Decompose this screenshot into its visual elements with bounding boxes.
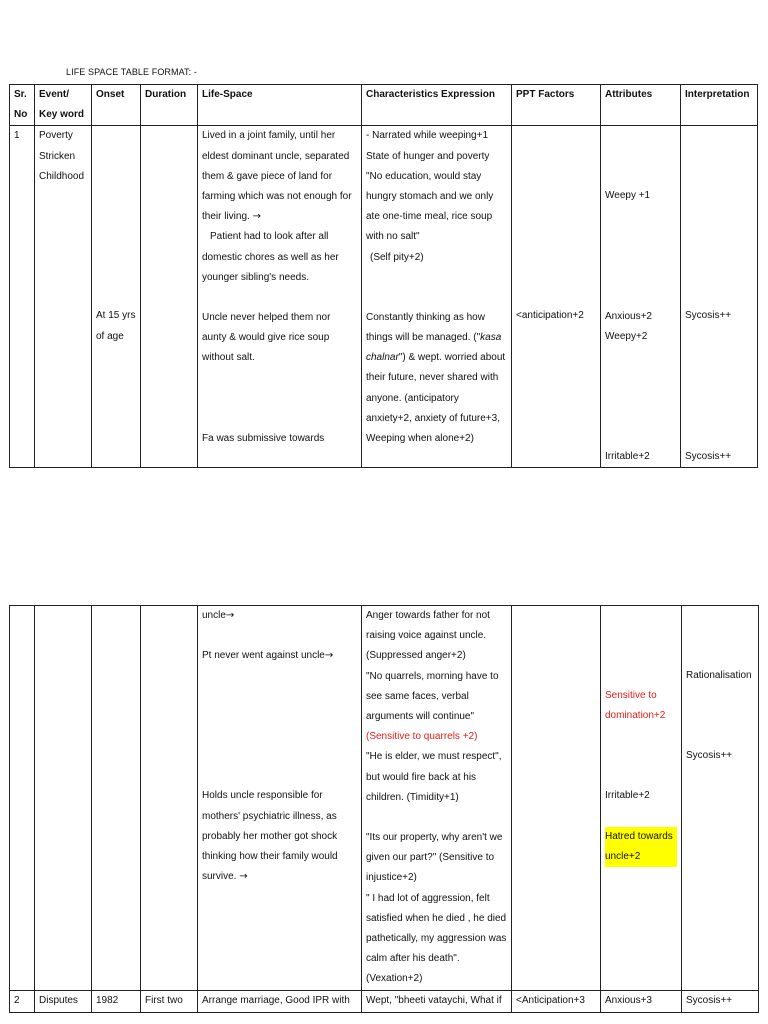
cell-onset [92, 606, 141, 991]
header-life-space: Life-Space [198, 85, 362, 126]
cell-event [35, 606, 92, 991]
cell-characteristics: Wept, "bheeti vataychi, What if [362, 990, 512, 1012]
table-row [10, 126, 758, 468]
cell-sr [10, 606, 35, 991]
attribute-highlight: Hatred towards uncle+2 [605, 827, 677, 867]
onset-text: At 15 yrs of age [96, 310, 136, 342]
char-para: - Narrated while weeping+1 [366, 130, 489, 142]
header-row [10, 85, 758, 126]
header-attributes: Attributes [601, 85, 681, 126]
life-space-para: Pt never went against uncle→ [202, 650, 334, 662]
cell-onset: 1982 [92, 990, 141, 1012]
cell-interpretation: Sycosis++ [682, 990, 759, 1012]
header-characteristics: Characteristics Expression [362, 85, 512, 126]
cell-duration [141, 606, 198, 991]
attribute-item: Sensitive to domination+2 [605, 690, 666, 722]
attribute-item: Weepy +1 [605, 190, 651, 202]
right-arrow-icon: → [324, 650, 334, 662]
cell-ppt [512, 606, 601, 991]
cell-interpretation [682, 606, 759, 991]
cell-event: Disputes [35, 990, 92, 1012]
cell-attributes: Anxious+3 [601, 990, 682, 1012]
event-text: Poverty Stricken Childhood [39, 130, 85, 182]
row-number: 1 [14, 130, 20, 142]
cell-sr: 2 [10, 990, 35, 1012]
life-space-para: Holds uncle responsible for mothers' psychiatric illness, as probably her mother got shock thinking how their family would survive. → [202, 790, 338, 883]
table-row [10, 990, 759, 1012]
life-space-table-continued [9, 605, 759, 1013]
cell-life-space [198, 606, 362, 991]
right-arrow-icon: → [225, 610, 235, 621]
italic-phrase: kasa chalnar [366, 332, 502, 364]
char-para: "Its our property, why aren't we given our part?" (Sensitive to injustice+2) [366, 832, 503, 884]
life-space-para: Fa was submissive towards [202, 432, 325, 444]
cell-characteristics [362, 606, 512, 991]
cell-attributes [601, 606, 682, 991]
cell-characteristics [362, 126, 512, 468]
char-para: "No quarrels, morning have to see same faces, verbal arguments will continue" [366, 670, 499, 723]
cell-duration: First two [141, 990, 198, 1012]
char-para: (Sensitive to quarrels +2) [366, 731, 478, 743]
cell-interpretation [681, 126, 758, 468]
char-para: Anger towards father for not raising voice against uncle. (Suppressed anger+2) [366, 610, 490, 662]
char-para: (Self pity+2) [370, 251, 424, 263]
cell-onset [92, 126, 141, 468]
char-para: " I had lot of aggression, felt satisfied when he died , he died pathetically, my aggression was calm after his death". (Vexation+2) [366, 892, 507, 985]
table-row [10, 606, 759, 991]
attribute-item: Weepy+2 [605, 330, 648, 342]
interpretation-item: Sycosis++ [685, 310, 732, 322]
attribute-item: Irritable+2 [605, 451, 650, 463]
attribute-item: Irritable+2 [605, 790, 650, 802]
interpretation-item: Sycosis++ [686, 750, 733, 762]
header-duration: Duration [141, 85, 198, 126]
header-onset: Onset [92, 85, 141, 126]
char-para: "He is elder, we must respect", but would fire back at his children. (Timidity+1) [366, 751, 502, 803]
document-title: LIFE SPACE TABLE FORMAT: - [66, 67, 197, 77]
header-sr-no: Sr. No [10, 85, 35, 126]
cell-life-space: Arrange marriage, Good IPR with [198, 990, 362, 1012]
life-space-table [9, 84, 758, 468]
cell-duration [141, 126, 198, 468]
char-para: State of hunger and poverty "No education, would stay hungry stomach and we only ate one-time meal, rice soup with no salt" [366, 150, 494, 243]
life-space-para: uncle→ [202, 610, 235, 621]
cell-life-space [198, 126, 362, 468]
interpretation-item: Sycosis++ [685, 450, 732, 462]
cell-event [35, 126, 92, 468]
interpretation-item: Rationalisation [686, 670, 752, 681]
cell-ppt: <Anticipation+3 [512, 990, 601, 1012]
life-space-para: Uncle never helped them nor aunty & would give rice soup without salt. [202, 312, 331, 364]
cell-attributes [601, 126, 681, 468]
life-space-para: Lived in a joint family, until her eldest dominant uncle, separated them & gave piece of land for farming which was not enough for their living. → [202, 130, 352, 223]
right-arrow-icon: → [252, 211, 261, 223]
header-interpretation: Interpretation [681, 85, 758, 126]
ppt-text: <anticipation+2 [516, 310, 584, 322]
char-para: Constantly thinking as how things will be managed. ("kasa chalnar") & wept. worried about their future, never shared with anyone. (anticipatory anxiety+2, anxiety of future+3, Weeping when alone+2) [366, 311, 506, 445]
life-space-para: Patient had to look after all domestic chores as well as her younger sibling's needs. [202, 231, 339, 283]
header-event: Event/ Key word [35, 85, 92, 126]
cell-ppt [512, 126, 601, 468]
cell-sr [10, 126, 35, 468]
attribute-item: Anxious+2 [605, 310, 652, 322]
right-arrow-icon: → [239, 871, 248, 883]
header-ppt: PPT Factors [512, 85, 601, 126]
